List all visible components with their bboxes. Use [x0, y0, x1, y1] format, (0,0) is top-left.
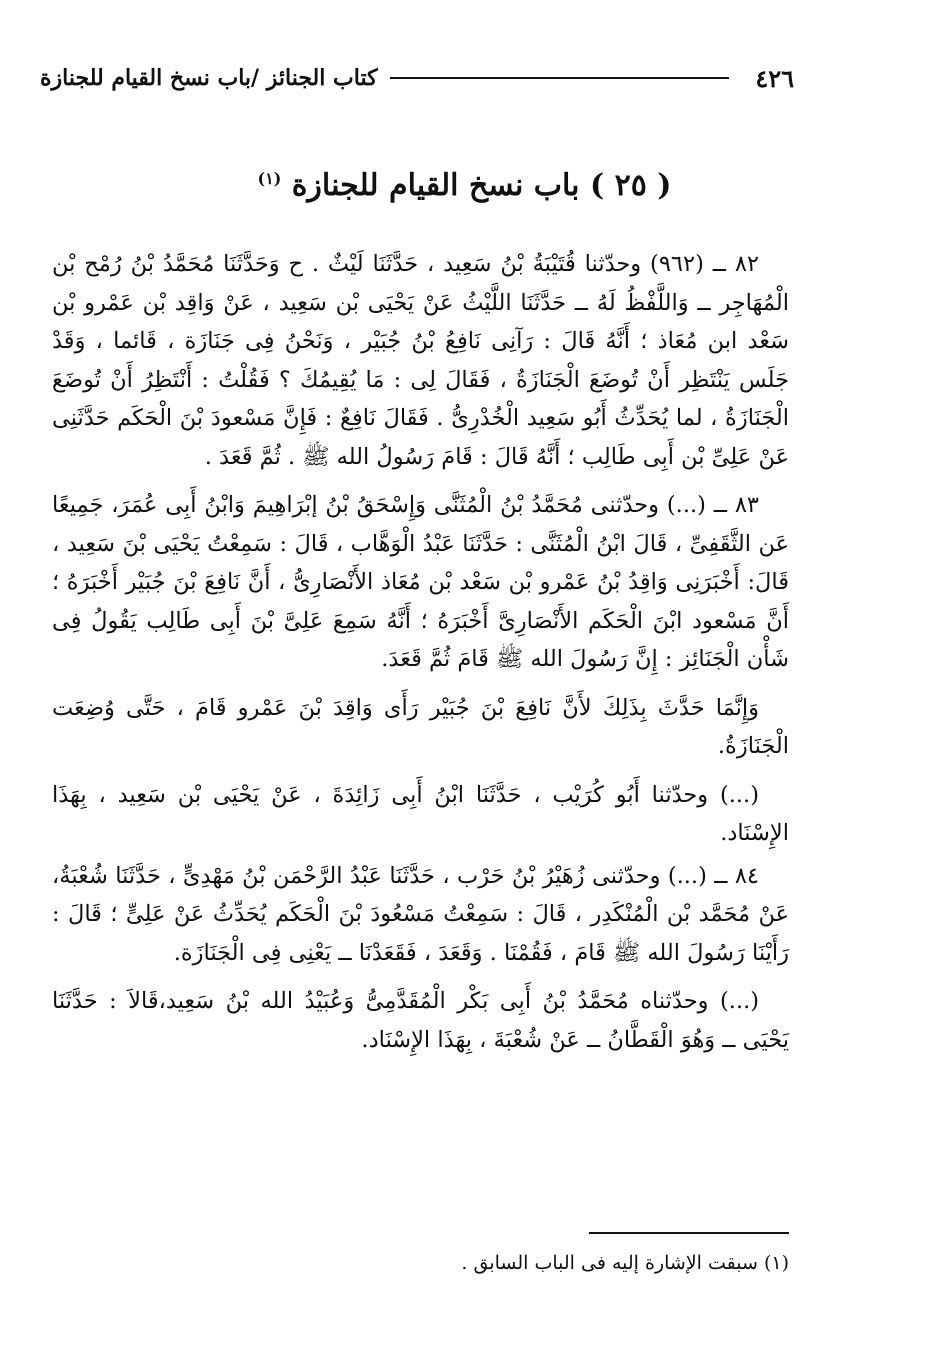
hadith-82: ٨٢ ــ (٩٦٢) وحدّثنا قُتَيْبَةُ بْنُ سَعِيد ، حَدَّثَنَا لَيْثٌ . ح وَحَدَّثَنَا مُحَمَّدُ بْنُ رُمْح بْن الْمُهَاجِر ــ وَاللَّفْظُ لَهُ ــ حَدَّثَنَا اللَّيْثُ عَنْ يَحْيَى بْن سَعِيد ، عَنْ وَاقِد بْن عَمْرو بْن سَعْد ابن مُعَاذ ؛ أَنَّهُ قَالَ : رَآنِى نَافِعُ بْنُ جُبَيْر ، وَنَحْنُ فِى جَنَازَة ، قَائما ، وَقَدْ جَلَس يَنْتَظِر أَنْ تُوضَعَ الْجَنَازَةُ ، فَقَالَ لِى : مَا يُقِيمُكَ ؟ فَقُلْتُ : أَنْتَظِرُ أَنْ تُوضَعَ الْجَنَازَةُ ، لما يُحَدِّثُ أَبُو سَعِيد الْخُدْرِىُّ . فَقَالَ نَافِعٌ : فَإِنَّ مَسْعودَ بْنَ الْحَكَم حَدَّثَنِى عَنْ عَلِىِّ بْن أَبِى طَالِب ؛ أَنَّهُ قَالَ : قَامَ رَسُولُ الله ﷺ . ثُمَّ قَعَدَ .: [52, 251, 789, 470]
page-number: ٤٢٦: [755, 63, 794, 93]
footnote-rule: [589, 1232, 789, 1234]
hadith-83-chain: (...) وحدّثنا أَبُو كُرَيْب ، حَدَّثَنَا ابْنُ أَبِى زَائِدَةَ ، عَنْ يَحْيَى بْن سَعِيد ، بِهَذَا الإِسْنَاد.: [52, 781, 789, 846]
body-text: [52, 245, 789, 1069]
hadith-84-chain: (...) وحدّثناه مُحَمَّدُ بْنُ أَبِى بَكْر الْمُقَدَّمِىُّ وَعُبَيْدُ الله بْنُ سَعِيد،قَالاَ : حَدَّثَنَا يَحْيَى ــ وَهُوَ الْقَطَّانُ ــ عَنْ شُعْبَةَ ، بِهَذَا الإِسْنَاد.: [52, 988, 789, 1053]
running-header: [40, 58, 794, 98]
footnote: (١) سبقت الإشارة إليه فى الباب السابق .: [461, 1252, 789, 1274]
header-rule: [390, 77, 730, 79]
chapter-title: ( ٢٥ ) باب نسخ القيام للجنازة: [291, 168, 672, 203]
hadith-83: ٨٣ ــ (...) وحدّثنى مُحَمَّدُ بْنُ الْمُثَنَّى وَإِسْحَقُ بْنُ إبْرَاهِيمَ وَابْنُ أَبِى عُمَرَ، جَمِيعًا عَن الثَّقَفِىِّ ، قَالَ ابْنُ الْمُثَنَّى : حَدَّثَنَا عَبْدُ الْوَهَّاب ، قَالَ : سَمِعْتُ يَحْيَى بْنَ سَعِيد ، قَالَ: أَخْبَرَنِى وَاقِدُ بْنُ عَمْرو بْن سَعْد بْن مُعَاذ الأَنْصَارِىُّ ، أَنَّ نَافِعَ بْنَ جُبَيْر أَخْبَرَهُ ؛ أَنَّ مَسْعود ابْنَ الْحَكَم الأَنْصَارِىَّ أَخْبَرَهُ ؛ أَنَّهُ سَمِعَ عَلِىَّ بْنَ أَبِى طَالِب يَقُولُ فِى شَأْن الْجَنَائِز : إِنَّ رَسُولَ الله ﷺ قَامَ ثُمَّ قَعَدَ.: [52, 492, 789, 672]
hadith-84: ٨٤ ــ (...) وحدّثنى زُهَيْرُ بْنُ حَرْب ، حَدَّثَنَا عَبْدُ الرَّحْمَن بْنُ مَهْدِىٍّ ، حَدَّثَنَا شُعْبَةُ، عَنْ مُحَمَّد بْن الْمُنْكَدِر ، قَالَ : سَمِعْتُ مَسْعُودَ بْنَ الْحَكَم يُحَدِّثُ عَنْ عَلِىٍّ ؛ قَالَ : رَأَيْنَا رَسُولَ الله ﷺ قَامَ ، فَقُمْنَا . وَقَعَدَ ، فَقَعَدْنَا ــ يَعْنِى فِى الْجَنَازَة.: [52, 862, 789, 966]
footnote-marker: (١): [257, 169, 282, 188]
chapter-heading: [0, 168, 929, 203]
hadith-83-note: وَإِنَّمَا حَدَّثَ بِذَلِكَ لأَنَّ نَافِعَ بْنَ جُبَيْر رَأَى وَاقِدَ بْنَ عَمْرو قَامَ ، حَتَّى وُضِعَت الْجَنَازَةُ.: [52, 694, 789, 759]
running-title: كتاب الجنائز /باب نسخ القيام للجنازة: [40, 65, 378, 91]
